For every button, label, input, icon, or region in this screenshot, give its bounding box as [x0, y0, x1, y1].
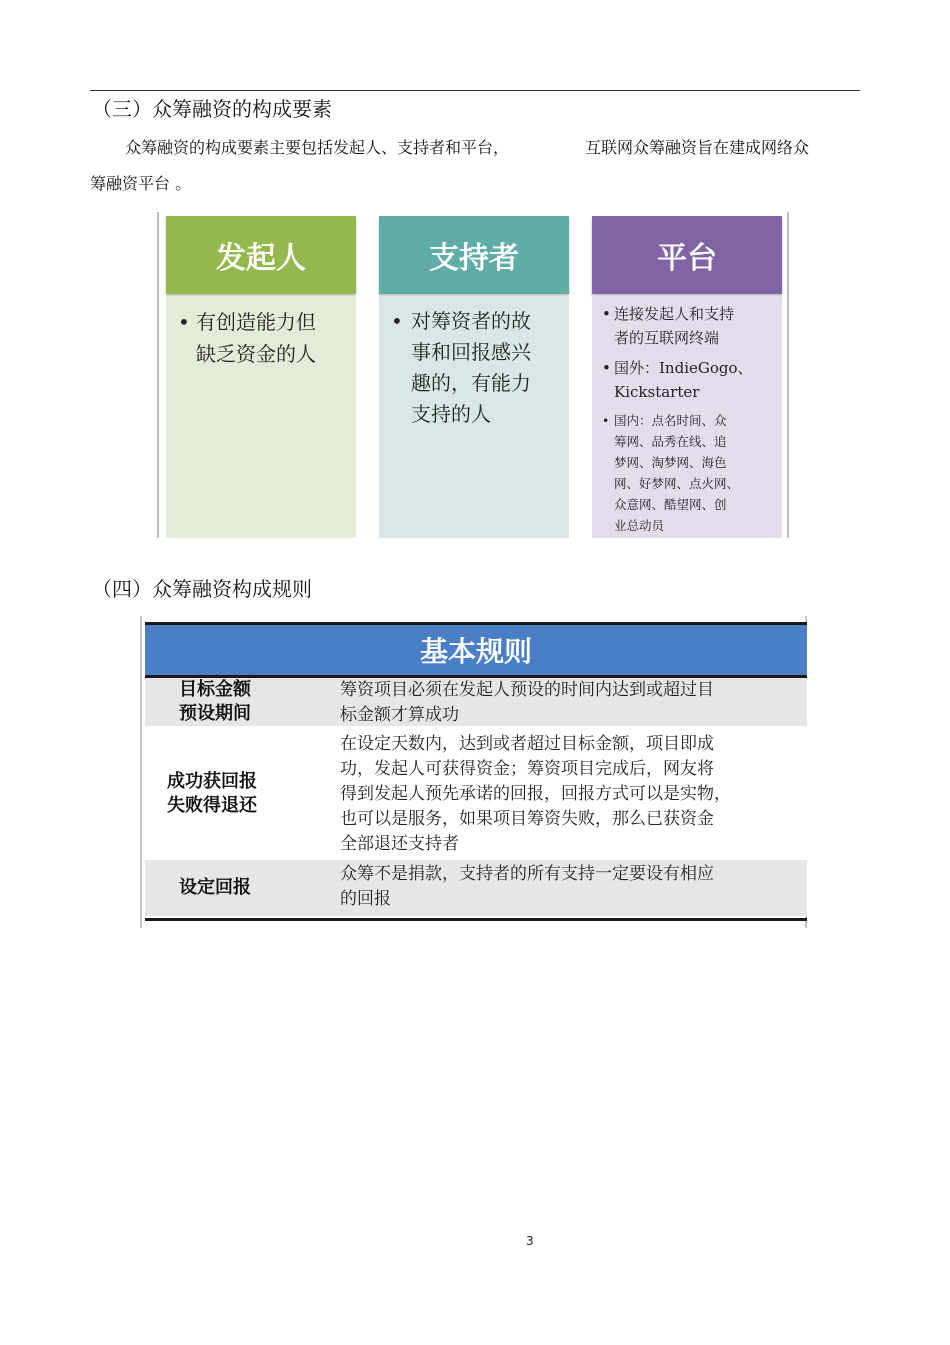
bullet-item: • 有创造能力但 缺乏资金的人: [178, 306, 316, 370]
column-title: 平台: [592, 216, 782, 294]
table-row: [145, 726, 807, 860]
bullet-dot-icon: •: [602, 305, 611, 323]
bullet-dot-icon: •: [391, 309, 403, 333]
bullet-item: • 对筹资者的故 事和回报感兴 趣的，有能力 支持的人: [391, 306, 531, 430]
column-title: 发起人: [166, 216, 356, 294]
column-supporter: [379, 216, 569, 538]
bullet-item: • 国内：点名时间、众 筹网、品秀在线、追 梦网、淘梦网、海色 网、好梦网、点火网、 众意网、酷望网、创 业总动员: [602, 410, 739, 536]
table-bottom-rule: [145, 918, 807, 921]
table-row: [145, 860, 807, 916]
rule-value: 众筹不是捐款，支持者的所有支持一定要设有相应 的回报: [340, 864, 714, 909]
elements-diagram: [157, 212, 789, 538]
column-body: [592, 296, 782, 538]
rule-key: 设定回报: [179, 877, 251, 898]
rule-value: 在设定天数内，达到或者超过目标金额，项目即成 功，发起人可获得资金；筹资项目完成后，网友将 得到发起人预先承诺的回报，回报方式可以是实物， 也可以是服务，如果项目筹资失败，那么已获资金 全部退还支持者: [340, 734, 731, 854]
section-3-heading: （三）众筹融资的构成要素: [92, 97, 332, 121]
bullet-dot-icon: •: [602, 413, 610, 428]
header-rule: [90, 90, 860, 91]
table-title: 基本规则: [145, 625, 807, 675]
diagram-left-border: [157, 212, 159, 538]
section-3-paragraph-part2: 互联网众筹融资旨在建成网络众: [585, 138, 810, 157]
rule-key: 成功获回报 失败得退还: [167, 771, 257, 816]
column-title: 支持者: [379, 216, 569, 294]
column-body: [379, 296, 569, 538]
rule-value: 筹资项目必须在发起人预设的时间内达到或超过目 标金额才算成功: [340, 680, 714, 725]
rules-table: [140, 616, 807, 928]
rule-key: 目标金额 预设期间: [179, 679, 251, 724]
bullet-dot-icon: •: [602, 359, 611, 377]
table-left-border: [140, 616, 142, 928]
bullet-dot-icon: •: [178, 310, 190, 334]
column-platform: [592, 216, 782, 538]
section-4-heading: （四）众筹融资构成规则: [92, 577, 312, 601]
column-initiator: [166, 216, 356, 538]
table-row: [145, 678, 807, 726]
diagram-right-border: [787, 212, 789, 538]
bullet-item: • 连接发起人和支持 者的互联网终端: [602, 302, 734, 350]
page-number: 3: [526, 1234, 534, 1248]
section-3-paragraph-part3: 筹融资平台 。: [90, 174, 192, 193]
column-body: [166, 296, 356, 538]
bullet-item: • 国外：IndieGogo、 Kickstarter: [602, 356, 753, 404]
section-3-paragraph-part1: 众筹融资的构成要素主要包括发起人、支持者和平台，: [125, 138, 510, 157]
